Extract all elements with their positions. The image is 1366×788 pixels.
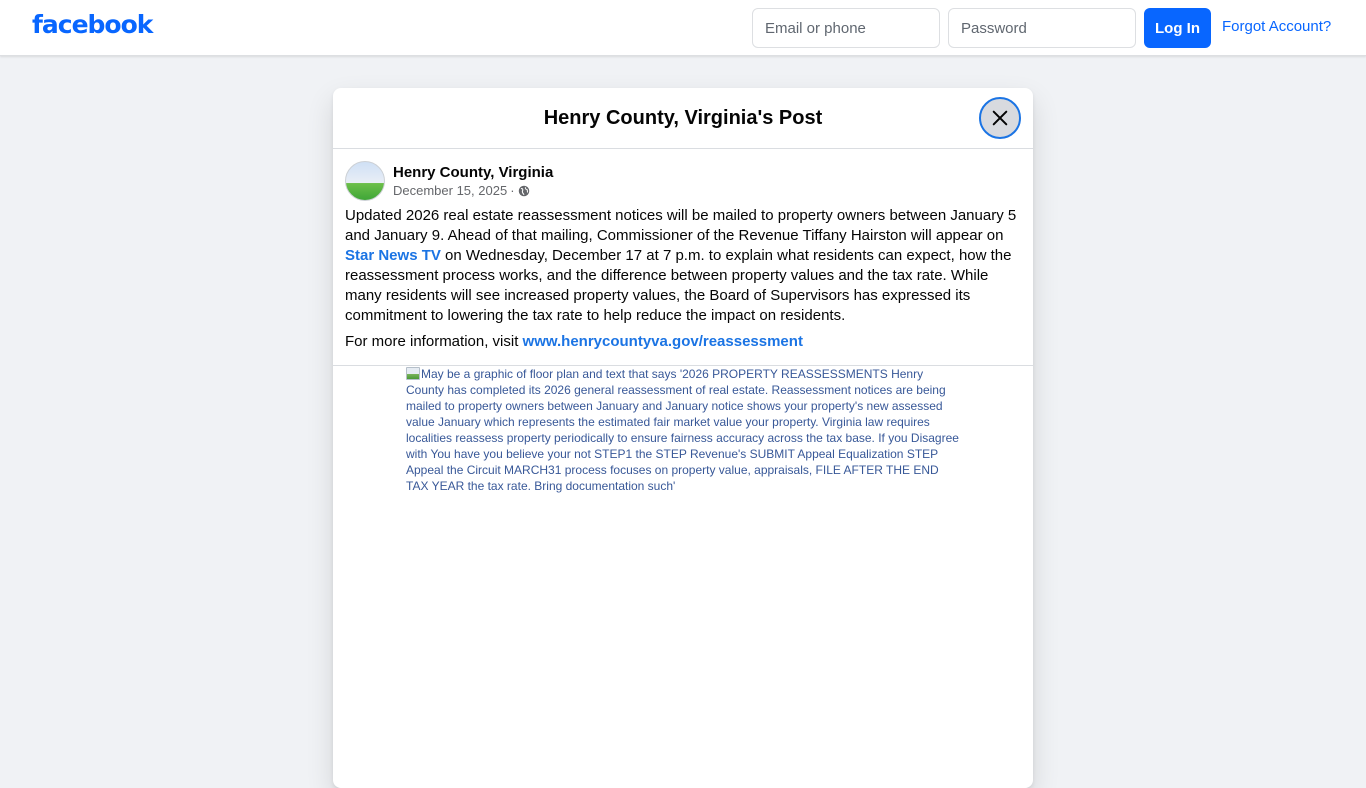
post-paragraph-1	[345, 206, 1025, 326]
top-navigation-bar	[0, 0, 1366, 56]
post-body	[345, 206, 1025, 358]
post-text: For more information, visit	[345, 333, 523, 350]
reassessment-link[interactable]: www.henrycountyva.gov/reassessment	[522, 333, 803, 350]
post-paragraph-2	[345, 332, 1025, 352]
email-field[interactable]	[752, 8, 940, 48]
post-image[interactable]	[406, 366, 962, 494]
facebook-logo[interactable]: facebook	[32, 10, 153, 39]
star-news-tv-link[interactable]: Star News TV	[345, 247, 441, 264]
author-info	[393, 163, 553, 199]
password-field[interactable]	[948, 8, 1136, 48]
post-text: on Wednesday, December 17 at 7 p.m. to explain what residents can expect, how the reassessment process works, and the difference between property values and the tax rate. While many residents will see increased property values, the Board of Supervisors has expressed its commitment to lowering the tax rate to help reduce the impact on residents.	[345, 247, 1012, 324]
meta-separator: ·	[510, 183, 515, 198]
modal-title: Henry County, Virginia's Post	[543, 106, 823, 129]
globe-icon	[518, 185, 530, 197]
image-alt-text: May be a graphic of floor plan and text that says '2026 PROPERTY REASSESSMENTS Henry County has completed its 2026 general reassessment of real estate. Reassessment notices are being mailed to property owners between January and January notice shows your property's new assessed value January which represents the estimated fair market value your property. Virginia law requires localities reassess property periodically to ensure fairness accuracy across the tax base. If you Disagree with You have you believe your not STEP1 the STEP Revenue's SUBMIT Appeal Equalization STEP Appeal the Circuit MARCH31 process focuses on property value, appraisals, FILE AFTER THE END TAX YEAR the tax rate. Bring documentation such'	[406, 367, 959, 493]
close-button[interactable]	[979, 97, 1021, 139]
modal-header	[333, 88, 1033, 149]
forgot-account-link[interactable]: Forgot Account?	[1222, 18, 1332, 35]
close-icon	[991, 109, 1009, 127]
avatar[interactable]	[345, 161, 385, 201]
post-date[interactable]: December 15, 2025	[393, 183, 508, 198]
post-author-block	[345, 161, 553, 201]
post-text: Updated 2026 real estate reassessment notices will be mailed to property owners between January 5 and January 9. Ahead of that mailing, Commissioner of the Revenue Tiffany Hairston will appear on	[345, 207, 1017, 244]
broken-image-icon	[406, 367, 420, 380]
post-modal	[333, 88, 1033, 788]
author-name[interactable]: Henry County, Virginia	[393, 164, 554, 181]
login-button[interactable]: Log In	[1144, 8, 1211, 48]
post-meta	[393, 183, 553, 199]
